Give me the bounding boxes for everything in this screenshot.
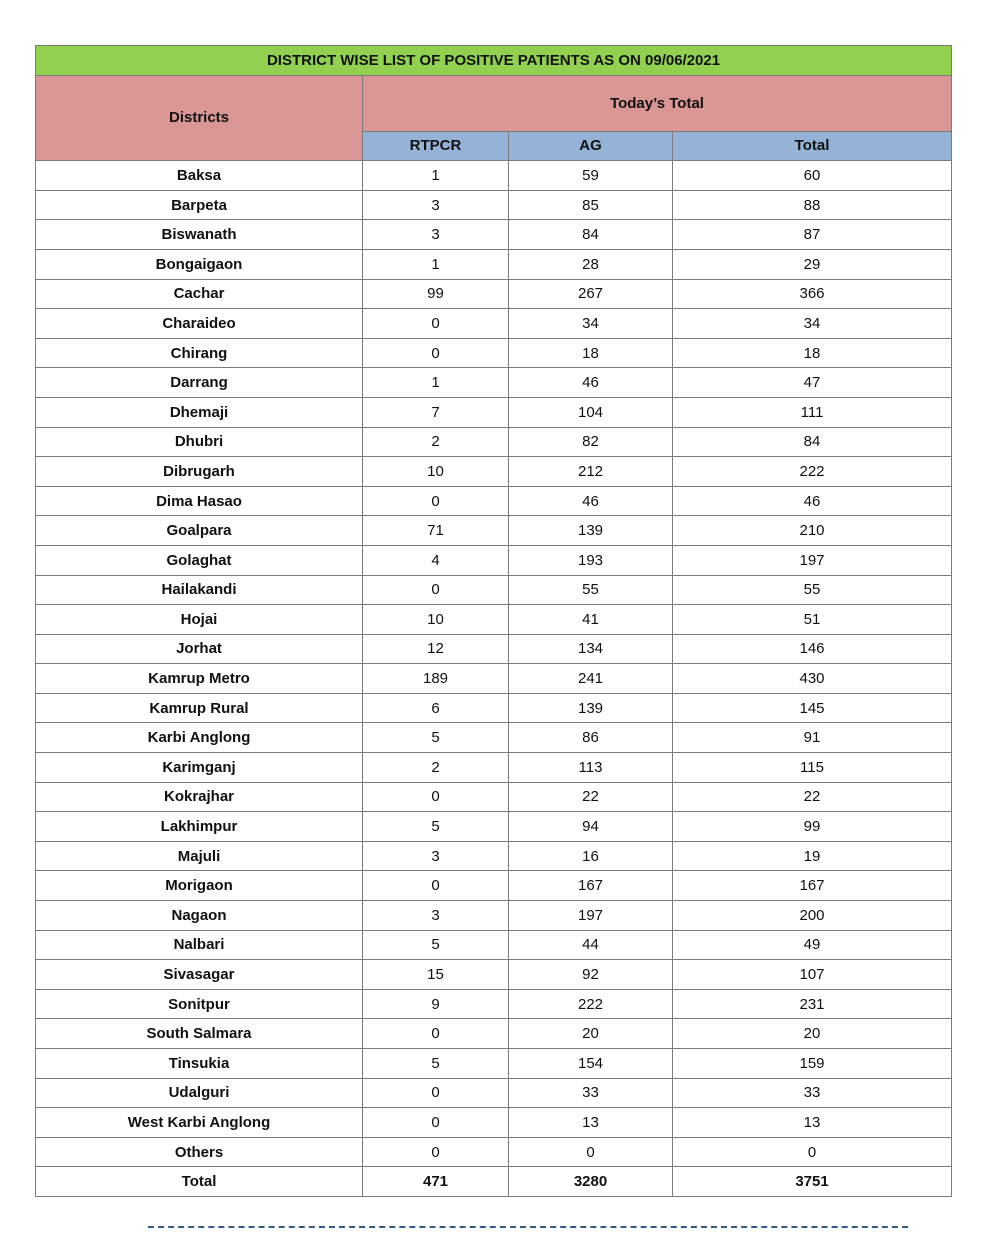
ag-value: 94	[509, 812, 673, 842]
total-value: 231	[673, 989, 952, 1019]
district-name: Karimganj	[36, 753, 363, 783]
table-row	[36, 753, 952, 783]
total-value: 87	[673, 220, 952, 250]
table-row	[36, 1078, 952, 1108]
table-row	[36, 190, 952, 220]
table-row	[36, 338, 952, 368]
ag-value: 267	[509, 279, 673, 309]
table-row	[36, 457, 952, 487]
ag-value: 197	[509, 901, 673, 931]
total-rtpcr: 471	[363, 1167, 509, 1197]
total-value: 115	[673, 753, 952, 783]
table-row	[36, 664, 952, 694]
table-row	[36, 161, 952, 191]
rtpcr-value: 1	[363, 161, 509, 191]
positive-patients-table	[35, 45, 952, 1197]
district-name: Kamrup Rural	[36, 693, 363, 723]
ag-value: 139	[509, 516, 673, 546]
table-row	[36, 605, 952, 635]
total-value: 13	[673, 1108, 952, 1138]
table-body	[36, 161, 952, 1167]
rtpcr-value: 0	[363, 309, 509, 339]
rtpcr-value: 4	[363, 545, 509, 575]
table-row	[36, 634, 952, 664]
district-name: Udalguri	[36, 1078, 363, 1108]
rtpcr-value: 10	[363, 605, 509, 635]
total-value: 0	[673, 1137, 952, 1167]
dashed-divider	[148, 1226, 908, 1228]
total-value: 210	[673, 516, 952, 546]
ag-value: 104	[509, 397, 673, 427]
total-value: 47	[673, 368, 952, 398]
table-title: DISTRICT WISE LIST OF POSITIVE PATIENTS AS ON 09/06/2021	[36, 46, 952, 76]
district-name: Darrang	[36, 368, 363, 398]
rtpcr-value: 0	[363, 1108, 509, 1138]
district-name: Cachar	[36, 279, 363, 309]
district-name: South Salmara	[36, 1019, 363, 1049]
rtpcr-value: 99	[363, 279, 509, 309]
district-name: Golaghat	[36, 545, 363, 575]
total-value: 33	[673, 1078, 952, 1108]
ag-value: 18	[509, 338, 673, 368]
ag-value: 44	[509, 930, 673, 960]
district-name: Chirang	[36, 338, 363, 368]
ag-value: 139	[509, 693, 673, 723]
district-name: Karbi Anglong	[36, 723, 363, 753]
total-value: 167	[673, 871, 952, 901]
district-name: Others	[36, 1137, 363, 1167]
rtpcr-value: 12	[363, 634, 509, 664]
total-value: 34	[673, 309, 952, 339]
rtpcr-value: 1	[363, 368, 509, 398]
ag-value: 84	[509, 220, 673, 250]
district-name: Dibrugarh	[36, 457, 363, 487]
rtpcr-value: 5	[363, 1049, 509, 1079]
total-header: Total	[673, 131, 952, 161]
total-value: 197	[673, 545, 952, 575]
table-row	[36, 812, 952, 842]
table-row	[36, 279, 952, 309]
ag-value: 34	[509, 309, 673, 339]
district-name: Sivasagar	[36, 960, 363, 990]
district-name: Lakhimpur	[36, 812, 363, 842]
rtpcr-value: 0	[363, 871, 509, 901]
ag-value: 222	[509, 989, 673, 1019]
total-value: 29	[673, 249, 952, 279]
district-name: Charaideo	[36, 309, 363, 339]
table-row	[36, 368, 952, 398]
ag-value: 86	[509, 723, 673, 753]
todays-total-header: Today’s Total	[363, 75, 952, 131]
table-row	[36, 841, 952, 871]
table-row	[36, 1137, 952, 1167]
table-row	[36, 782, 952, 812]
rtpcr-value: 3	[363, 841, 509, 871]
total-value: 366	[673, 279, 952, 309]
ag-value: 134	[509, 634, 673, 664]
ag-value: 33	[509, 1078, 673, 1108]
total-ag: 3280	[509, 1167, 673, 1197]
total-value: 22	[673, 782, 952, 812]
rtpcr-value: 3	[363, 190, 509, 220]
rtpcr-value: 189	[363, 664, 509, 694]
ag-value: 82	[509, 427, 673, 457]
rtpcr-value: 10	[363, 457, 509, 487]
rtpcr-value: 0	[363, 1019, 509, 1049]
total-row	[36, 1167, 952, 1197]
ag-value: 13	[509, 1108, 673, 1138]
table-row	[36, 545, 952, 575]
ag-value: 113	[509, 753, 673, 783]
district-name: Hojai	[36, 605, 363, 635]
ag-value: 20	[509, 1019, 673, 1049]
total-value: 60	[673, 161, 952, 191]
district-name: Morigaon	[36, 871, 363, 901]
district-name: Goalpara	[36, 516, 363, 546]
district-name: Majuli	[36, 841, 363, 871]
total-value: 88	[673, 190, 952, 220]
district-name: Nagaon	[36, 901, 363, 931]
total-value: 99	[673, 812, 952, 842]
total-label: Total	[36, 1167, 363, 1197]
total-value: 19	[673, 841, 952, 871]
ag-value: 167	[509, 871, 673, 901]
rtpcr-value: 2	[363, 427, 509, 457]
total-value: 200	[673, 901, 952, 931]
total-value: 91	[673, 723, 952, 753]
district-name: Kokrajhar	[36, 782, 363, 812]
table-row	[36, 486, 952, 516]
ag-value: 193	[509, 545, 673, 575]
district-name: Tinsukia	[36, 1049, 363, 1079]
total-value: 146	[673, 634, 952, 664]
ag-value: 28	[509, 249, 673, 279]
rtpcr-value: 3	[363, 220, 509, 250]
total-value: 20	[673, 1019, 952, 1049]
total-value: 222	[673, 457, 952, 487]
ag-value: 22	[509, 782, 673, 812]
ag-value: 154	[509, 1049, 673, 1079]
table-row	[36, 871, 952, 901]
district-name: Sonitpur	[36, 989, 363, 1019]
rtpcr-value: 1	[363, 249, 509, 279]
district-name: Hailakandi	[36, 575, 363, 605]
district-name: Baksa	[36, 161, 363, 191]
rtpcr-value: 0	[363, 782, 509, 812]
rtpcr-value: 15	[363, 960, 509, 990]
rtpcr-value: 0	[363, 1137, 509, 1167]
district-name: Dhemaji	[36, 397, 363, 427]
rtpcr-value: 3	[363, 901, 509, 931]
table-row	[36, 989, 952, 1019]
table-row	[36, 1108, 952, 1138]
table-row	[36, 516, 952, 546]
table-row	[36, 575, 952, 605]
ag-value: 212	[509, 457, 673, 487]
ag-header: AG	[509, 131, 673, 161]
ag-value: 92	[509, 960, 673, 990]
total-value: 107	[673, 960, 952, 990]
district-name: Kamrup Metro	[36, 664, 363, 694]
total-value: 49	[673, 930, 952, 960]
table-row	[36, 1049, 952, 1079]
table-row	[36, 220, 952, 250]
ag-value: 16	[509, 841, 673, 871]
ag-value: 55	[509, 575, 673, 605]
rtpcr-value: 5	[363, 812, 509, 842]
ag-value: 46	[509, 368, 673, 398]
district-name: Biswanath	[36, 220, 363, 250]
ag-value: 241	[509, 664, 673, 694]
table-row	[36, 249, 952, 279]
district-name: Nalbari	[36, 930, 363, 960]
rtpcr-value: 6	[363, 693, 509, 723]
total-value: 84	[673, 427, 952, 457]
rtpcr-value: 0	[363, 486, 509, 516]
district-name: West Karbi Anglong	[36, 1108, 363, 1138]
table-row	[36, 901, 952, 931]
district-name: Dhubri	[36, 427, 363, 457]
district-name: Barpeta	[36, 190, 363, 220]
district-name: Bongaigaon	[36, 249, 363, 279]
rtpcr-value: 5	[363, 723, 509, 753]
ag-value: 85	[509, 190, 673, 220]
ag-value: 41	[509, 605, 673, 635]
ag-value: 0	[509, 1137, 673, 1167]
total-value: 51	[673, 605, 952, 635]
total-total: 3751	[673, 1167, 952, 1197]
rtpcr-value: 9	[363, 989, 509, 1019]
table-row	[36, 1019, 952, 1049]
table-row	[36, 309, 952, 339]
total-value: 46	[673, 486, 952, 516]
rtpcr-value: 0	[363, 575, 509, 605]
table-row	[36, 930, 952, 960]
rtpcr-value: 0	[363, 338, 509, 368]
table-row	[36, 960, 952, 990]
total-value: 111	[673, 397, 952, 427]
districts-header: Districts	[36, 75, 363, 161]
rtpcr-value: 71	[363, 516, 509, 546]
rtpcr-value: 7	[363, 397, 509, 427]
table-row	[36, 397, 952, 427]
table-row	[36, 723, 952, 753]
district-name: Jorhat	[36, 634, 363, 664]
rtpcr-value: 0	[363, 1078, 509, 1108]
ag-value: 46	[509, 486, 673, 516]
rtpcr-value: 5	[363, 930, 509, 960]
total-value: 18	[673, 338, 952, 368]
total-value: 430	[673, 664, 952, 694]
total-value: 145	[673, 693, 952, 723]
table-row	[36, 693, 952, 723]
rtpcr-value: 2	[363, 753, 509, 783]
ag-value: 59	[509, 161, 673, 191]
rtpcr-header: RTPCR	[363, 131, 509, 161]
total-value: 159	[673, 1049, 952, 1079]
district-name: Dima Hasao	[36, 486, 363, 516]
table-row	[36, 427, 952, 457]
total-value: 55	[673, 575, 952, 605]
